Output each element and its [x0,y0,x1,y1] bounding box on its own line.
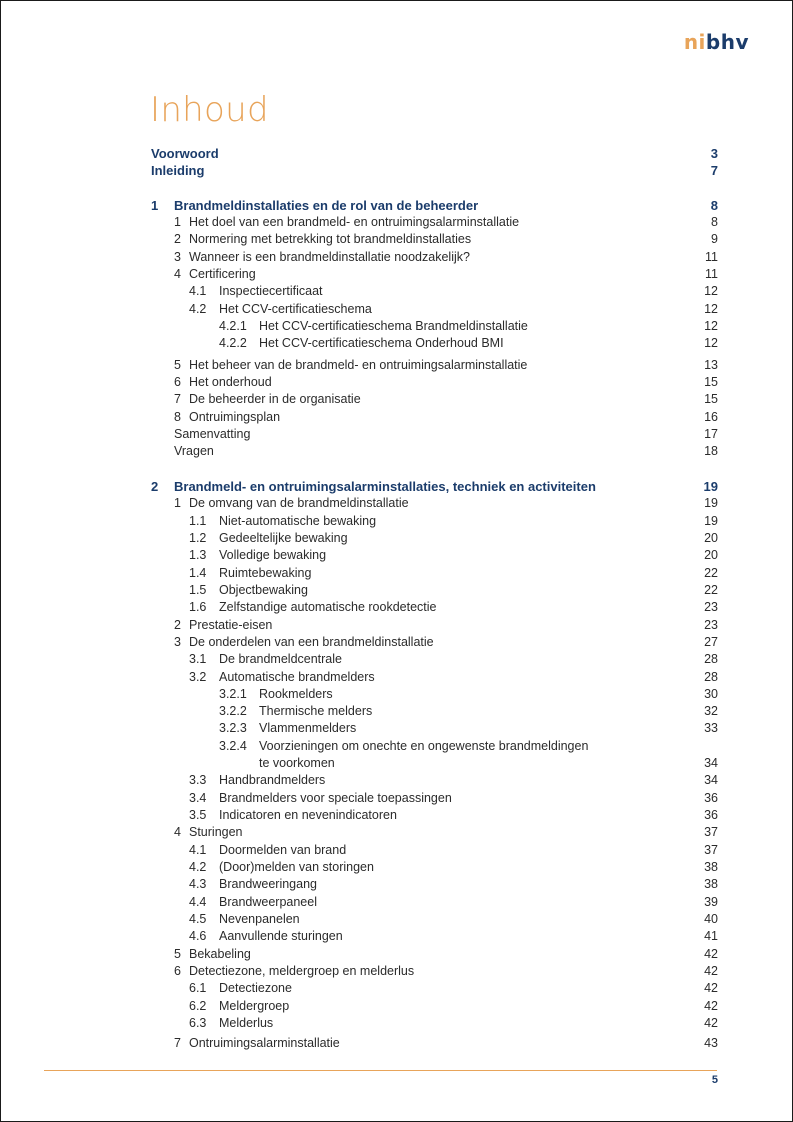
toc-entry-number: 3.2.4 [219,739,247,753]
toc-entry-label: De beheerder in de organisatie [189,392,361,406]
toc-entry[interactable] [0,335,793,352]
toc-entry[interactable] [0,1015,793,1032]
toc-entry[interactable] [0,755,793,772]
toc-entry-number: 4.3 [189,877,207,891]
toc-entry[interactable] [0,859,793,876]
toc-entry-number: 1.3 [189,548,207,562]
toc-entry-page: 7 [710,163,718,178]
toc-entry[interactable] [0,426,793,443]
toc-entry-number: 7 [174,392,181,406]
toc-entry-page: 36 [704,791,718,805]
toc-entry-page: 12 [704,284,718,298]
toc-entry[interactable] [0,513,793,530]
toc-entry-page: 12 [704,336,718,350]
toc-entry-label: Detectiezone, meldergroep en melderlus [189,964,415,978]
toc-entry-label: De omvang van de brandmeldinstallatie [189,496,409,510]
toc-entry-page: 36 [704,808,718,822]
toc-entry-label: De onderdelen van een brandmeldinstallatie [189,635,434,649]
toc-entry[interactable] [0,790,793,807]
toc-entry-number: 3 [174,635,181,649]
toc-entry-label: Volledige bewaking [219,548,327,562]
toc-entry-label: Voorwoord [151,146,219,161]
toc-entry[interactable] [0,582,793,599]
toc-entry-label: Doormelden van brand [219,843,347,857]
toc-entry[interactable] [0,357,793,374]
toc-entry-label: Rookmelders [259,687,333,701]
toc-entry-page: 27 [704,635,718,649]
toc-entry[interactable] [0,703,793,720]
toc-entry-number: 4.2 [189,860,207,874]
toc-entry-label: Normering met betrekking tot brandmeldinstallaties [189,232,472,246]
toc-entry-page: 30 [704,687,718,701]
toc-entry-page: 32 [704,704,718,718]
toc-entry[interactable] [0,214,793,231]
toc-entry-page: 33 [704,721,718,735]
toc-entry-label: Sturingen [189,825,243,839]
toc-entry-label: Inleiding [151,163,205,178]
toc-entry-label: Brandmeld- en ontruimingsalarminstallaties, techniek en activiteiten [174,479,596,494]
toc-entry[interactable] [0,651,793,668]
toc-entry-label: Bekabeling [189,947,251,961]
toc-entry-number: 3.2.3 [219,721,247,735]
toc-entry-page: 28 [704,670,718,684]
toc-entry-number: 6.3 [189,1016,207,1030]
toc-entry[interactable] [0,495,793,512]
toc-entry-number: 1 [174,496,181,510]
toc-entry-label: Het beheer van de brandmeld- en ontruimingsalarminstallatie [189,358,528,372]
toc-entry-page: 20 [704,548,718,562]
toc-entry-number: 4.1 [189,284,207,298]
toc-entry-label: Brandmelders voor speciale toepassingen [219,791,452,805]
toc-entry[interactable] [0,374,793,391]
toc-entry-page: 11 [705,250,718,264]
toc-entry-label: Het onderhoud [189,375,272,389]
toc-entry-label: De brandmeldcentrale [219,652,342,666]
toc-entry-number: 8 [174,410,181,424]
toc-entry-number: 5 [174,358,181,372]
toc-entry-page: 42 [704,947,718,961]
toc-entry-page: 42 [704,999,718,1013]
toc-entry-label: Vlammenmelders [259,721,357,735]
toc-entry-number: 1.4 [189,566,207,580]
toc-entry[interactable] [0,530,793,547]
toc-entry-page: 19 [704,514,718,528]
toc-entry-number: 3.2.2 [219,704,247,718]
toc-entry-label: Het doel van een brandmeld- en ontruimingsalarminstallatie [189,215,520,229]
toc-entry-number: 1 [151,198,159,213]
toc-entry-label: Voorzieningen om onechte en ongewenste brandmeldingen [259,739,589,753]
nibhv-logo: nibhv [683,30,749,54]
toc-entry-number: 1.6 [189,600,207,614]
toc-entry-label: Handbrandmelders [219,773,326,787]
toc-entry-number: 1.5 [189,583,207,597]
toc-entry-label: Indicatoren en nevenindicatoren [219,808,397,822]
toc-entry[interactable] [0,197,793,214]
toc-entry-number: 3.1 [189,652,207,666]
toc-entry[interactable] [0,807,793,824]
toc-entry[interactable] [0,772,793,789]
toc-entry-page: 8 [711,215,718,229]
toc-entry-page: 42 [704,964,718,978]
toc-entry[interactable] [0,231,793,248]
toc-entry-label: Ontruimingsalarminstallatie [189,1036,340,1050]
toc-entry-label: (Door)melden van storingen [219,860,374,874]
toc-entry-label: Meldergroep [219,999,290,1013]
toc-entry[interactable] [0,911,793,928]
toc-entry-number: 2 [174,618,181,632]
toc-entry-page: 13 [704,358,718,372]
toc-entry-number: 4.5 [189,912,207,926]
toc-entry-page: 18 [704,444,718,458]
toc-entry-page: 37 [704,825,718,839]
toc-entry[interactable] [0,162,793,179]
toc-entry[interactable] [0,963,793,980]
toc-entry-label: Brandweerpaneel [219,895,317,909]
toc-entry-page: 34 [704,773,718,787]
toc-entry[interactable] [0,928,793,945]
toc-entry-label: Zelfstandige automatische rookdetectie [219,600,437,614]
toc-entry-page: 22 [704,583,718,597]
toc-entry-label: Automatische brandmelders [219,670,375,684]
toc-entry-label: Objectbewaking [219,583,308,597]
toc-entry[interactable] [0,669,793,686]
toc-entry[interactable] [0,443,793,460]
toc-entry-page: 23 [704,618,718,632]
toc-entry[interactable] [0,720,793,737]
toc-entry[interactable] [0,1035,793,1052]
toc-entry[interactable] [0,599,793,616]
toc-entry-number: 4.2.2 [219,336,247,350]
toc-entry-number: 6 [174,964,181,978]
toc-entry-number: 1.2 [189,531,207,545]
toc-entry-page: 34 [704,756,718,770]
toc-entry-number: 3.2.1 [219,687,247,701]
toc-entry-number: 2 [151,479,159,494]
toc-entry-number: 4.4 [189,895,207,909]
toc-entry-page: 16 [704,410,718,424]
toc-entry[interactable] [0,876,793,893]
toc-entry-page: 22 [704,566,718,580]
toc-entry-number: 4.2 [189,302,207,316]
toc-entry-page: 40 [704,912,718,926]
toc-entry-number: 4 [174,825,181,839]
toc-entry-page: 19 [703,479,718,494]
toc-entry[interactable] [0,980,793,997]
toc-entry-number: 4.2.1 [219,319,247,333]
toc-entry-number: 1.1 [189,514,207,528]
toc-entry-label: Certificering [189,267,256,281]
toc-entry-page: 17 [704,427,718,441]
toc-entry-label: Thermische melders [259,704,373,718]
toc-entry[interactable] [0,266,793,283]
toc-entry[interactable] [0,391,793,408]
toc-entry-label: Samenvatting [174,427,251,441]
toc-entry-label: Vragen [174,444,214,458]
toc-entry-number: 3.3 [189,773,207,787]
toc-entry[interactable] [0,547,793,564]
toc-entry-label: Detectiezone [219,981,292,995]
toc-entry[interactable] [0,318,793,335]
toc-entry[interactable] [0,686,793,703]
toc-entry[interactable] [0,249,793,266]
footer-divider [44,1070,717,1071]
toc-entry-label: Niet-automatische bewaking [219,514,377,528]
toc-entry[interactable] [0,634,793,651]
toc-entry[interactable] [0,998,793,1015]
toc-entry-label: Het CCV-certificatieschema [219,302,372,316]
toc-entry-page: 42 [704,981,718,995]
toc-entry-label: Melderlus [219,1016,274,1030]
toc-entry-label: Wanneer is een brandmeldinstallatie noodzakelijk? [189,250,470,264]
toc-entry-page: 9 [711,232,718,246]
toc-entry-label: Aanvullende sturingen [219,929,343,943]
toc-entry-page: 20 [704,531,718,545]
toc-entry-page: 12 [704,302,718,316]
toc-entry-page: 38 [704,860,718,874]
toc-entry-number: 4.1 [189,843,207,857]
toc-entry-page: 43 [704,1036,718,1050]
toc-entry[interactable] [0,738,793,755]
toc-entry[interactable] [0,283,793,300]
toc-entry-page: 11 [705,267,718,281]
toc-entry-page: 3 [710,146,718,161]
toc-entry-page: 8 [710,198,718,213]
toc-entry-number: 3 [174,250,181,264]
toc-entry-number: 6.2 [189,999,207,1013]
page-title: Inhoud [150,90,269,130]
toc-entry-label: Brandweeringang [219,877,317,891]
toc-entry[interactable] [0,145,793,162]
toc-entry-number: 2 [174,232,181,246]
toc-entry-number: 4 [174,267,181,281]
toc-entry-page: 37 [704,843,718,857]
toc-entry-number: 3.5 [189,808,207,822]
toc-entry-number: 7 [174,1036,181,1050]
page-number: 5 [711,1074,718,1086]
toc-entry-page: 15 [704,375,718,389]
toc-entry-label: Brandmeldinstallaties en de rol van de beheerder [174,198,479,213]
toc-entry[interactable] [0,617,793,634]
toc-entry-label: Ruimtebewaking [219,566,312,580]
toc-entry-number: 3.4 [189,791,207,805]
toc-entry-number: 4.6 [189,929,207,943]
toc-entry[interactable] [0,565,793,582]
toc-entry-label: Prestatie-eisen [189,618,273,632]
toc-entry-label: te voorkomen [259,756,335,770]
toc-entry[interactable] [0,301,793,318]
toc-entry[interactable] [0,478,793,495]
toc-entry[interactable] [0,824,793,841]
toc-entry-page: 41 [704,929,718,943]
toc-entry[interactable] [0,409,793,426]
toc-entry-label: Inspectiecertificaat [219,284,323,298]
toc-entry-page: 42 [704,1016,718,1030]
toc-entry-page: 19 [704,496,718,510]
toc-entry-page: 38 [704,877,718,891]
toc-entry-page: 12 [704,319,718,333]
toc-entry-page: 15 [704,392,718,406]
toc-entry-page: 23 [704,600,718,614]
toc-entry-number: 5 [174,947,181,961]
toc-entry[interactable] [0,894,793,911]
toc-entry-number: 6 [174,375,181,389]
toc-entry-page: 39 [704,895,718,909]
toc-entry-label: Ontruimingsplan [189,410,281,424]
toc-entry-number: 3.2 [189,670,207,684]
toc-entry-label: Gedeeltelijke bewaking [219,531,348,545]
toc-entry-label: Het CCV-certificatieschema Brandmeldinstallatie [259,319,528,333]
toc-entry[interactable] [0,946,793,963]
toc-entry[interactable] [0,842,793,859]
toc-entry-label: Nevenpanelen [219,912,300,926]
toc-entry-page: 28 [704,652,718,666]
toc-entry-number: 1 [174,215,181,229]
toc-entry-number: 6.1 [189,981,207,995]
toc-entry-label: Het CCV-certificatieschema Onderhoud BMI [259,336,504,350]
